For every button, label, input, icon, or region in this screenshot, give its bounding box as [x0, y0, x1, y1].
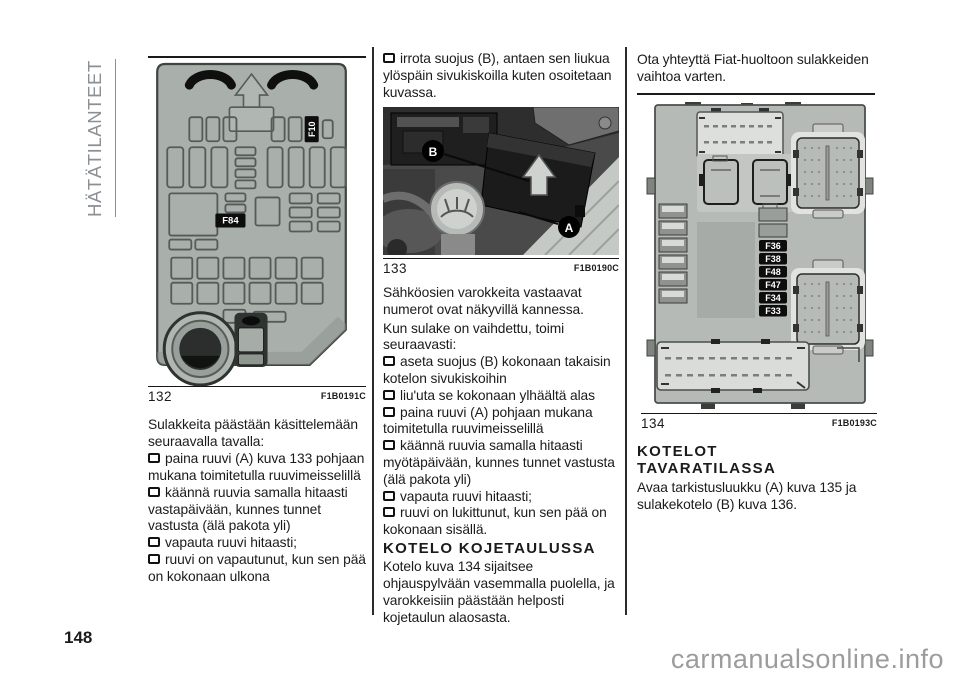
figure-top-rule — [148, 56, 366, 58]
paragraph: Kun sulake on vaihdettu, toimi seuraavasti: — [383, 320, 565, 353]
bullet-square-icon — [383, 356, 395, 366]
column-3-top-text — [637, 52, 877, 86]
figure-code: F1B0193C — [831, 418, 877, 428]
bullet-item: paina ruuvi (A) pohjaan mukana toimitetulla ruuvimeisselillä — [383, 404, 593, 437]
fuse-label-text: F38 — [765, 254, 781, 265]
fuse-label-text: F33 — [765, 306, 781, 317]
bullet-item: liu'uta se kokonaan ylhäältä alas — [383, 388, 623, 405]
bullet-square-icon — [148, 537, 160, 547]
engine-bay-photo-figure — [383, 107, 619, 255]
figure-caption — [148, 386, 366, 404]
bullet-square-icon — [383, 491, 395, 501]
relay-box — [753, 160, 792, 209]
module-block — [791, 260, 865, 354]
module-block — [791, 124, 865, 218]
bullet-item: käännä ruuvia samalla hitaasti myötäpäivään, kunnes tunnet vastusta (älä pakota yli) — [383, 438, 615, 487]
dashboard-fuse-box-figure — [641, 100, 879, 412]
chapter-label: HÄTÄTILANTEET — [84, 59, 116, 217]
column-2-text — [383, 285, 623, 539]
paragraph: Ota yhteyttä Fiat-huoltoon sulakkeiden vaihtoa varten. — [637, 52, 869, 84]
column-2-bottom-text — [383, 559, 623, 627]
fuse-label-text: F47 — [765, 280, 781, 291]
paragraph: Sulakkeita päästään käsittelemään seuraavalla tavalla: — [148, 417, 358, 449]
column-divider — [372, 47, 374, 615]
page-number: 148 — [64, 628, 93, 647]
label-b-text: B — [428, 145, 438, 159]
relay-box — [699, 156, 738, 204]
bullet-item: ruuvi on vapautunut, kun sen pää on kokonaan ulkona — [148, 552, 366, 585]
column-2-top-text — [383, 51, 621, 102]
bullet-item: käännä ruuvia samalla hitaasti vastapäivään, kunnes tunnet vastusta (älä pakota yli) — [148, 484, 348, 534]
bullet-item: ruuvi on lukittunut, kun sen pää on kokonaan sisällä. — [383, 505, 607, 538]
column-divider — [625, 47, 627, 615]
figure-number: 133 — [383, 261, 408, 276]
watermark: carmanualsonline.info — [670, 644, 944, 674]
figure-code: F1B0191C — [320, 391, 366, 401]
figure-caption — [383, 258, 619, 276]
bullet-square-icon — [148, 554, 160, 564]
fuse-label-text: F48 — [765, 267, 781, 278]
figure-code: F1B0190C — [573, 263, 619, 273]
bullet-square-icon — [148, 453, 160, 463]
chapter-sidebar — [84, 59, 114, 217]
column-1-text — [148, 417, 372, 586]
fuse-label-text: F36 — [765, 241, 781, 252]
figure-caption — [641, 413, 877, 431]
bullet-square-icon — [383, 440, 395, 450]
section-heading: KOTELOT TAVARATILASSA — [637, 443, 777, 477]
bullet-square-icon — [383, 507, 395, 517]
column-3-bottom-text — [637, 480, 877, 514]
bullet-square-icon — [148, 487, 160, 497]
section-heading: KOTELO KOJETAULUSSA — [383, 540, 596, 557]
bullet-square-icon — [383, 407, 395, 417]
connector-block-top — [697, 108, 783, 158]
bullet-item: paina ruuvi (A) kuva 133 pohjaan mukana toimitetulla ruuvimeisselillä — [148, 450, 365, 483]
bullet-item: irrota suojus (B), antaen sen liukua ylöspäin sivukiskoilla kuten osoitetaan kuvassa. — [383, 51, 612, 100]
bullet-square-icon — [383, 53, 395, 63]
fuse-label-f84-text: F84 — [222, 215, 239, 227]
paragraph: Avaa tarkistusluukku (A) kuva 135 ja sulakekotelo (B) kuva 136. — [637, 480, 857, 512]
bullet-item: vapauta ruuvi hitaasti; — [383, 489, 623, 506]
fuse-box-cover-figure — [151, 61, 352, 387]
fuse-label-text: F34 — [765, 293, 781, 304]
label-a-text: A — [564, 221, 574, 235]
paragraph: Sähköosien varokkeita vastaavat numerot ovat näkyvillä kannessa. — [383, 285, 584, 317]
figure-number: 134 — [641, 416, 666, 431]
figure-number: 132 — [148, 389, 173, 404]
fuse-label-f10-text: F10 — [307, 121, 318, 137]
figure-top-rule — [637, 93, 875, 95]
bullet-square-icon — [383, 390, 395, 400]
bullet-item: vapauta ruuvi hitaasti; — [148, 535, 372, 552]
bullet-item: aseta suojus (B) kokonaan takaisin kotelon sivukiskoihin — [383, 354, 611, 386]
paragraph: Kotelo kuva 134 sijaitsee ohjauspylvään vasemmalla puolella, ja varokkeisiin päästään helposti kojetaulun alaosasta. — [383, 559, 615, 625]
center-block — [697, 222, 755, 318]
